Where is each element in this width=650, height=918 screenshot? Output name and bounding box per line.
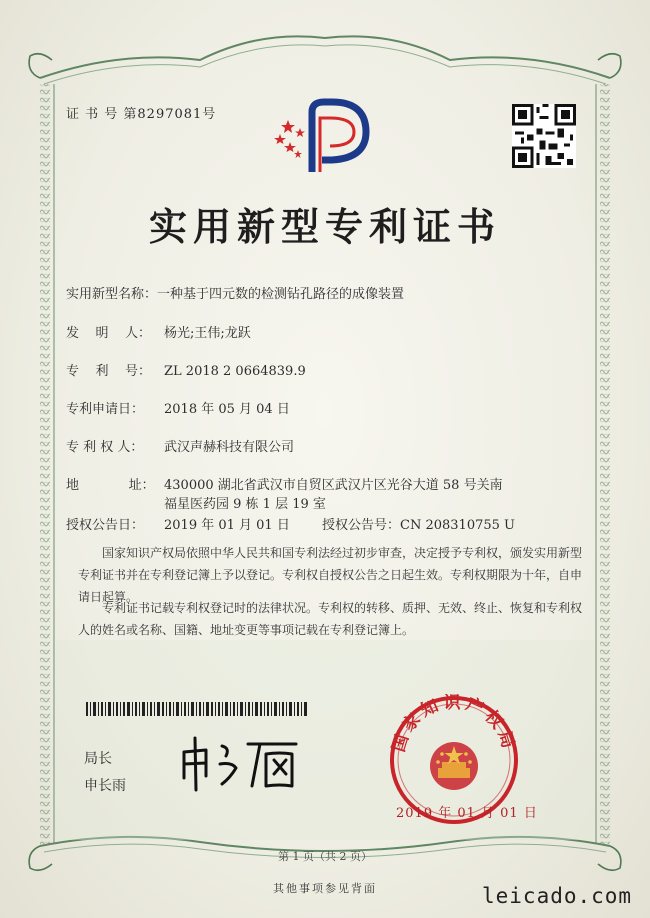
svg-text:国家知识产权局: 国家知识产权局	[388, 694, 520, 755]
field-filing-date	[66, 398, 290, 417]
field-patent-number	[66, 360, 306, 379]
utility-name-label: 实用新型名称：	[66, 287, 158, 302]
patent-office-emblem	[270, 98, 380, 176]
director-name: 申长雨	[84, 778, 126, 794]
director-title: 局长	[84, 751, 112, 767]
patent-number-value: ZL 2018 2 0664839.9	[164, 364, 306, 379]
address-line2: 福星医药园 9 栋 1 层 19 室	[164, 497, 326, 512]
grant-date-value: 2019 年 01 月 01 日	[164, 518, 290, 533]
page-indicator: 第 1 页（共 2 页）	[278, 850, 372, 863]
patentee-label: 专 利 权 人：	[66, 440, 144, 455]
certificate-number: 证 书 号 第8297081号	[66, 107, 217, 122]
field-address	[66, 474, 503, 493]
field-grant-number	[322, 514, 515, 533]
patentee-value: 武汉声赫科技有限公司	[164, 440, 295, 455]
address-line1: 430000 湖北省武汉市自贸区武汉片区光谷大道 58 号关南	[164, 478, 503, 493]
director-signature	[176, 734, 326, 794]
watermark: leicado.com	[482, 884, 633, 908]
grant-date-label: 授权公告日：	[66, 518, 145, 533]
barcode	[86, 702, 308, 716]
qr-code[interactable]	[512, 104, 576, 168]
field-inventor	[66, 322, 251, 341]
certificate-title: 实用新型专利证书	[148, 204, 501, 249]
grant-number-label: 授权公告号：	[322, 518, 401, 533]
filing-date-value: 2018 年 05 月 04 日	[164, 402, 290, 417]
inventor-label: 发 明 人：	[66, 326, 152, 341]
inventor-value: 杨光;王伟;龙跃	[164, 326, 251, 341]
back-note: 其他事项参见背面	[273, 882, 377, 895]
certificate-paragraph-1: 国家知识产权局依照中华人民共和国专利法经过初步审查，决定授予专利权，颁发实用新型专利证书并在专利登记簿上予以登记。专利权自授权公告之日起生效。专利权期限为十年，自申请日起算。	[78, 546, 583, 604]
grant-number-value: CN 208310755 U	[400, 518, 515, 533]
seal-date: 2019 年 01 月 01 日	[396, 806, 538, 821]
certificate-paragraph-2: 专利证书记载专利权登记时的法律状况。专利权的转移、质押、无效、终止、恢复和专利权人的姓名或名称、国籍、地址变更等事项记载在专利登记簿上。	[78, 601, 583, 637]
patent-number-label: 专 利 号：	[66, 364, 152, 379]
utility-name-value: 一种基于四元数的检测钻孔路径的成像装置	[157, 287, 405, 302]
field-grant-date	[66, 514, 290, 533]
field-utility-name	[66, 283, 404, 302]
filing-date-label: 专利申请日：	[66, 402, 145, 417]
field-patentee	[66, 436, 294, 455]
address-label: 地 址：	[66, 478, 155, 493]
